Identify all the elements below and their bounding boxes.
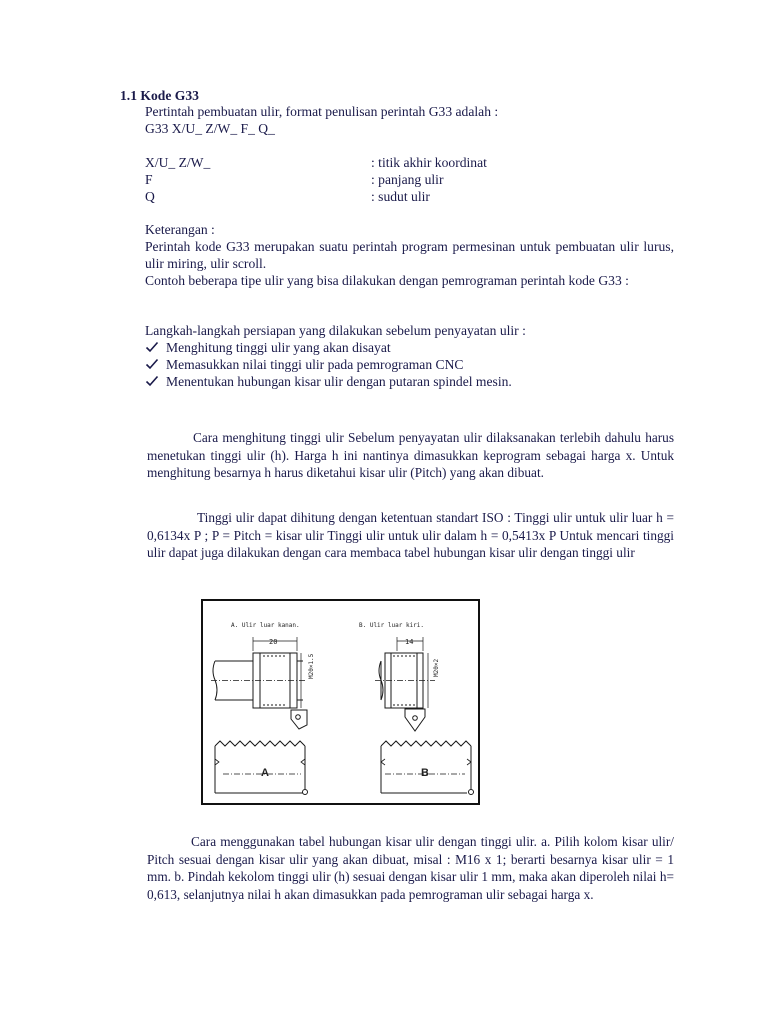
label-a: A xyxy=(261,767,269,779)
list-item xyxy=(145,357,674,374)
thread-spec-a: M20×1.5 xyxy=(308,653,315,679)
intro-text: Pertintah pembuatan ulir, format penulisan perintah G33 adalah : xyxy=(145,104,499,119)
list-item xyxy=(145,374,674,391)
definition-value: : titik akhir koordinat xyxy=(371,155,487,170)
checkmark-icon xyxy=(145,374,159,388)
paragraph-table-usage: Cara menggunakan tabel hubungan kisar ulir dengan tinggi ulir. a. Pilih kolom kisar ulir/ Pitch sesuai dengan kisar ulir yang akan dibuat, misal : M16 x 1; berarti besarnya kisar ulir = 1 mm. b. Pindah kekolom tinggi ulir (h) sesuai dengan kisar ulir 1 mm, maka akan diperoleh nilai h= 0,613, selanjutnya nilai h akan dimasukkan pada pemrograman ulir sebagai harga x. xyxy=(147,834,674,902)
thread-diagram xyxy=(203,601,478,803)
section-heading: 1.1 Kode G33 xyxy=(120,88,199,103)
checkmark-icon xyxy=(145,340,159,354)
contoh-text: Contoh beberapa tipe ulir yang bisa dilakukan dengan pemrograman perintah kode G33 : xyxy=(145,273,629,288)
g33-format: G33 X/U_ Z/W_ F_ Q_ xyxy=(145,121,275,136)
definition-key: X/U_ Z/W_ xyxy=(145,155,211,170)
thread-spec-b: M20×2 xyxy=(433,658,440,677)
label-b: B xyxy=(421,767,429,779)
dimension-a: 20 xyxy=(269,638,278,646)
paragraph-iso: Tinggi ulir dapat dihitung dengan ketentuan standart ISO : Tinggi ulir untuk ulir luar h = 0,6134x P ; P = Pitch = kisar ulir Tinggi ulir untuk ulir dalam h = 0,5413x P Untuk mencari tinggi ulir dapat juga dilakukan dengan cara membaca tabel hubungan kisar ulir dengan tinggi ulir xyxy=(147,510,674,561)
thread-figure xyxy=(201,599,480,805)
list-item xyxy=(145,340,674,357)
dimension-b: 14 xyxy=(405,638,414,646)
keterangan-label: Keterangan : xyxy=(145,222,215,237)
definition-key: Q xyxy=(145,189,155,204)
caption-a: A. Ulir luar kanan. xyxy=(231,622,300,629)
list-item-text: Menentukan hubungan kisar ulir dengan putaran spindel mesin. xyxy=(166,374,512,389)
definition-key: F xyxy=(145,172,153,187)
checkmark-icon xyxy=(145,357,159,371)
keterangan-text: Perintah kode G33 merupakan suatu perintah program permesinan untuk pembuatan ulir lurus, ulir miring, ulir scroll. xyxy=(145,239,674,271)
paragraph-pitch: Cara menghitung tinggi ulir Sebelum penyayatan ulir dilaksanakan terlebih dahulu harus menetukan tinggi ulir (h). Harga h ini nantinya dimasukkan keprogram sebagai harga x. Untuk menghitung besarnya h harus diketahui kisar ulir (Pitch) yang akan dibuat. xyxy=(147,430,674,481)
list-item-text: Menghitung tinggi ulir yang akan disayat xyxy=(166,340,391,355)
caption-b: B. Ulir luar kiri. xyxy=(359,622,425,629)
langkah-intro: Langkah-langkah persiapan yang dilakukan sebelum penyayatan ulir : xyxy=(145,323,526,338)
definition-value: : sudut ulir xyxy=(371,189,430,204)
definition-value: : panjang ulir xyxy=(371,172,444,187)
list-item-text: Memasukkan nilai tinggi ulir pada pemrograman CNC xyxy=(166,357,464,372)
